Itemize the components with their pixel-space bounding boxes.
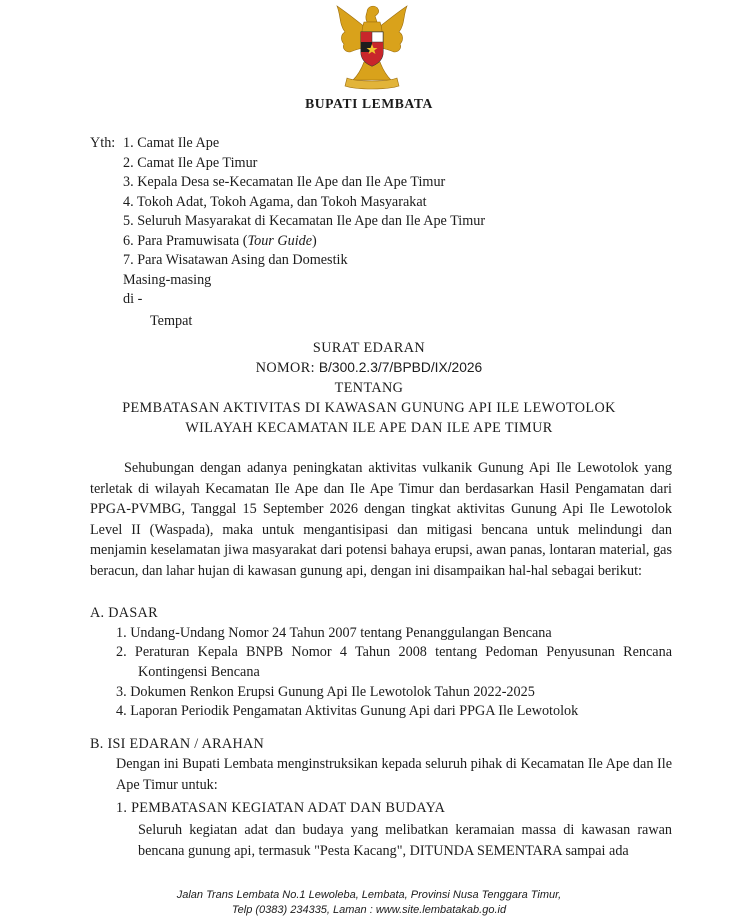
heading-subject-1: PEMBATASAN AKTIVITAS DI KAWASAN GUNUNG API ILE LEWOTOLOK <box>122 400 616 416</box>
letterhead-title: BUPATI LEMBATA <box>305 96 433 111</box>
section-b-title: B. ISI EDARAN / ARAHAN <box>90 736 265 752</box>
footer-address: Jalan Trans Lembata No.1 Lewoleba, Lembata, Provinsi Nusa Tenggara Timur, <box>176 889 562 901</box>
section-a-item: 4. Laporan Periodik Pengamatan Aktivitas Gunung Api dari PPGA Ile Lewotolok <box>116 703 579 719</box>
recipient-item: 1. Camat Ile Ape <box>123 135 220 151</box>
recipient-di: di - <box>123 291 143 307</box>
section-b-intro: Dengan ini Bupati Lembata menginstruksikan kepada seluruh pihak di Kecamatan Ile Ape dan Ile Ape Timur untuk: <box>116 756 672 793</box>
section-a-item: 1. Undang-Undang Nomor 24 Tahun 2007 tentang Penanggulangan Bencana <box>116 625 552 641</box>
section-a-title: A. DASAR <box>90 605 158 621</box>
heading-tentang: TENTANG <box>334 380 404 396</box>
intro-paragraph <box>90 458 672 582</box>
recipient-item: 4. Tokoh Adat, Tokoh Agama, dan Tokoh Masyarakat <box>123 194 427 210</box>
section-a-item-cont: Kontingensi Bencana <box>138 664 260 680</box>
nomor-value: B/300.2.3/7/BPBD/IX/2026 <box>318 360 483 375</box>
recipient-item: 2. Camat Ile Ape Timur <box>123 155 258 171</box>
garuda-emblem-icon <box>331 2 413 90</box>
recipient-masing: Masing-masing <box>123 272 212 288</box>
nomor-label: NOMOR: <box>255 360 319 376</box>
section-a-item: 3. Dokumen Renkon Erupsi Gunung Api Ile Lewotolok Tahun 2022-2025 <box>116 684 535 700</box>
heading-surat-edaran: SURAT EDARAN <box>312 340 426 356</box>
recipient-label: Yth: <box>90 135 116 151</box>
recipient-item <box>123 233 317 250</box>
recipient-item-close: ) <box>312 233 317 249</box>
recipient-item: 7. Para Wisatawan Asing dan Domestik <box>123 252 348 268</box>
intro-text: Sehubungan dengan adanya peningkatan aktivitas vulkanik Gunung Api Ile Lewotolok yang terletak di wilayah Kecamatan Ile Ape dan Ile Ape Timur dan berdasarkan Hasil Pengamatan dari PPGA-PVMBG, Tanggal 15 September 2026 dengan tingkat aktivitas Gunung Api Ile Lewotolok Level II (Waspada), maka untuk mengantisipasi dan mitigasi bencana untuk melindungi dan menjamin keselamatan jiwa masyarakat dari potensi bahaya erupsi, awan panas, lontaran material, gas beracun, dan lahar hujan di kawasan gunung api, dengan ini disampaikan hal-hal sebagai berikut: <box>90 460 672 579</box>
recipient-item: 3. Kepala Desa se-Kecamatan Ile Ape dan Ile Ape Timur <box>123 174 446 190</box>
footer-contact: Telp (0383) 234335, Laman : www.site.lembatakab.go.id <box>231 904 507 916</box>
recipient-item-italic: Tour Guide <box>247 233 313 249</box>
heading-subject-2: WILAYAH KECAMATAN ILE APE DAN ILE APE TIMUR <box>185 420 553 436</box>
point-1-text: Seluruh kegiatan adat dan budaya yang melibatkan keramaian massa di kawasan rawan bencana gunung api, termasuk "Pesta Kacang", DITUNDA SEMENTARA sampai ada <box>138 822 672 859</box>
recipient-tempat: Tempat <box>150 313 193 329</box>
recipient-item-text: 6. Para Pramuwisata ( <box>123 233 248 249</box>
recipient-item: 5. Seluruh Masyarakat di Kecamatan Ile Ape dan Ile Ape Timur <box>123 213 486 229</box>
point-1-title: 1. PEMBATASAN KEGIATAN ADAT DAN BUDAYA <box>116 800 446 816</box>
heading-nomor <box>0 360 738 377</box>
section-a-item <box>116 644 672 661</box>
section-a-item-text: 2. Peraturan Kepala BNPB Nomor 4 Tahun 2008 tentang Pedoman Penyusunan Rencana <box>116 644 672 660</box>
